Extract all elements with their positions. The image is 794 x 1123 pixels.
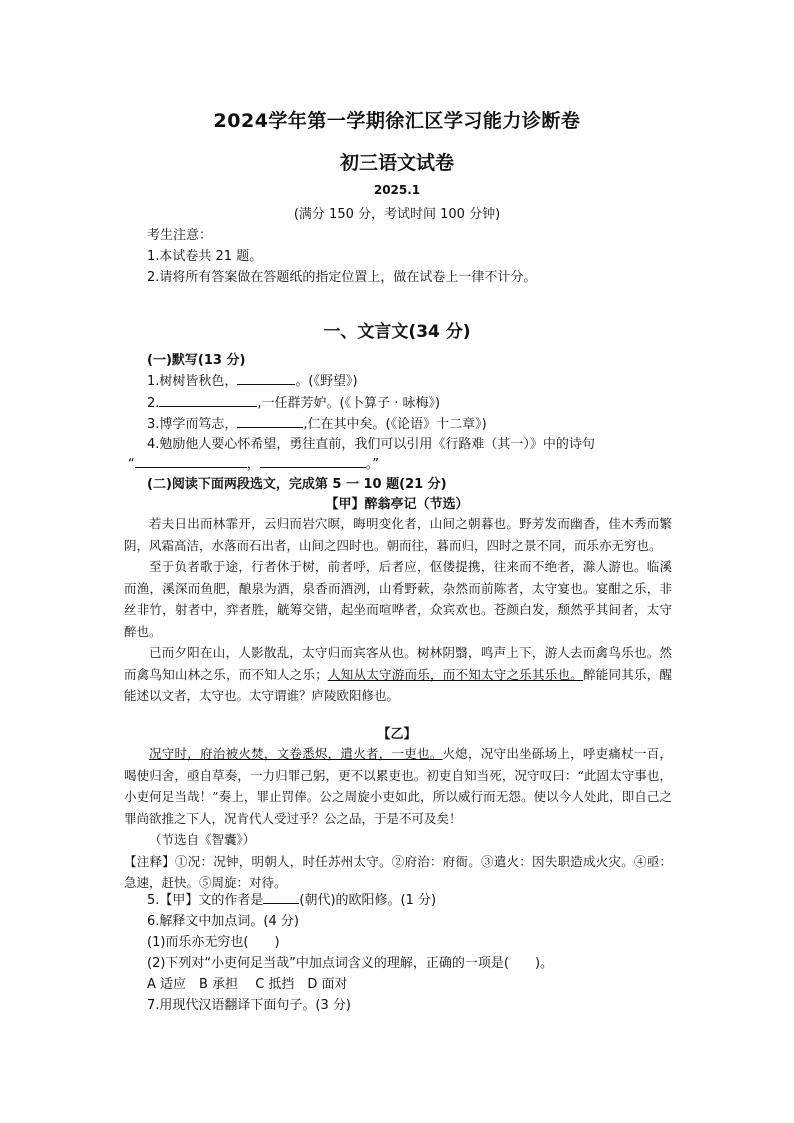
paragraph-text: 已而夕阳在山，人影散乱，太守归而宾客从也。树林阴翳，鸣声上下，游人去而禽鸟乐也。然而禽鸟知山林之乐，而不知人之乐；: [124, 645, 672, 682]
passage-yi-source: （节选自《智囊》）: [149, 832, 256, 847]
passage-yi-paragraph-1: [124, 743, 672, 829]
exam-subtitle: 初三语文试卷: [339, 152, 454, 174]
notice-item-1: 1.本试卷共 21 题。: [147, 249, 263, 264]
notice-heading: 考生注意：: [147, 228, 213, 243]
q5-prefix: 5.【甲】文的作者是: [147, 893, 264, 908]
underlined-sentence: 况守时，府治被火焚，文卷悉烬，遣火者，一吏也。: [149, 746, 443, 761]
quote-sep: ，: [246, 457, 260, 472]
answer-blank: [237, 416, 303, 428]
part2-heading: (二)阅读下面两段选文，完成第 5 一 10 题(21 分): [147, 477, 447, 492]
q5-suffix: (朝代)的欧阳修。(1 分): [299, 893, 437, 908]
answer-blank: [263, 892, 299, 904]
passage-jia-paragraph-3: [124, 642, 672, 707]
question-6: 6.解释文中加点词。(4 分): [147, 914, 299, 929]
q2-prefix: 2.: [147, 396, 160, 411]
passage-jia-title: 【甲】醉翁亭记（节选）: [325, 497, 469, 512]
underlined-sentence: 人知从太守游而乐，而不知太守之乐其乐也。: [327, 666, 583, 682]
q2-suffix: ,一任群芳妒。(《卜算子 · 咏梅》): [257, 396, 441, 411]
quote-open: “: [128, 457, 135, 472]
passage-yi-title: 【乙】: [377, 727, 417, 742]
section-title: 一、文言文(34 分): [323, 322, 471, 342]
passage-yi: [124, 743, 672, 894]
answer-blank: [159, 395, 257, 407]
question-1: [147, 370, 358, 389]
answer-blank: [260, 456, 366, 468]
passage-jia: [124, 513, 672, 707]
q3-prefix: 3.博学而笃志，: [147, 417, 238, 432]
question-3: [147, 413, 487, 432]
q1-prefix: 1.树树皆秋色，: [147, 374, 238, 389]
question-6-2: (2)下列对“小吏何足当哉”中加点词含义的理解，正确的一项是( )。: [147, 956, 554, 971]
exam-date: 2025.1: [373, 183, 421, 197]
quote-close: 。”: [365, 457, 380, 472]
part1-heading: (一)默写(13 分): [147, 353, 246, 368]
paragraph-text: 火熄，况守出坐砾场上，呼吏痛杖一百，喝使归舍，亟自草奏，一力归罪己躬，更不以累吏也。初吏自知当死，况守叹曰：“此固太守事也，小吏何足当哉！”奏上，罪止罚俸。公之周旋小吏如此，所以威行而无怨。使以今人处此，即自己之罪尚欲推之下人，况肯代人受过乎？公之品，于是不可及矣！: [124, 746, 672, 826]
notice-item-2: 2.请将所有答案做在答题纸的指定位置上，做在试卷上一律不计分。: [147, 270, 537, 285]
exam-meta: (满分 150 分，考试时间 100 分钟): [293, 207, 501, 222]
exam-title: 2024学年第一学期徐汇区学习能力诊断卷: [213, 110, 581, 132]
question-7: 7.用现代汉语翻译下面句子。(3 分): [147, 998, 351, 1013]
question-6-1: (1)而乐亦无穷也( ): [147, 935, 280, 950]
passage-yi-note: 【注释】①况：况钟，明朝人，时任苏州太守。②府治：府衙。③遣火：因失职造成火灾。④亟：急速，赶快。⑤周旋：对待。: [124, 853, 672, 890]
answer-blank: [135, 456, 247, 468]
passage-jia-paragraph-1: 若夫日出而林霏开，云归而岩穴暝，晦明变化者，山间之朝暮也。野芳发而幽香，佳木秀而繁阴，风霜高洁，水落而石出者，山间之四时也。朝而往，暮而归，四时之景不同，而乐亦无穷也。: [124, 516, 672, 553]
question-4: 4.勉励他人要心怀希望，勇往直前，我们可以引用《行路难（其一）》中的诗句: [147, 437, 595, 452]
question-2: [147, 392, 440, 411]
q1-suffix: 。(《野望》): [295, 374, 358, 389]
question-4-blanks: [128, 453, 379, 472]
passage-jia-paragraph-2: 至于负者歌于途，行者休于树，前者呼，后者应，伛偻提携，往来而不绝者，滁人游也。临溪而渔，溪深而鱼肥，酿泉为酒，泉香而酒洌，山肴野蔌，杂然而前陈者，太守宴也。宴酣之乐，非丝非竹，射者中，弈者胜，觥筹交错，起坐而喧哗者，众宾欢也。苍颜白发，颓然乎其间者，太守醉也。: [124, 559, 672, 639]
paragraph-text: 醉能同其乐，醒能述以文者，太守也。太守谓谁？庐陵欧阳修也。: [124, 666, 672, 703]
question-5: [147, 889, 436, 908]
q3-suffix: ,仁在其中矣。(《论语》十二章》): [303, 417, 487, 432]
answer-blank: [237, 373, 295, 385]
question-6-options: A 适应 B 承担 C 抵挡 D 面对: [147, 977, 348, 992]
